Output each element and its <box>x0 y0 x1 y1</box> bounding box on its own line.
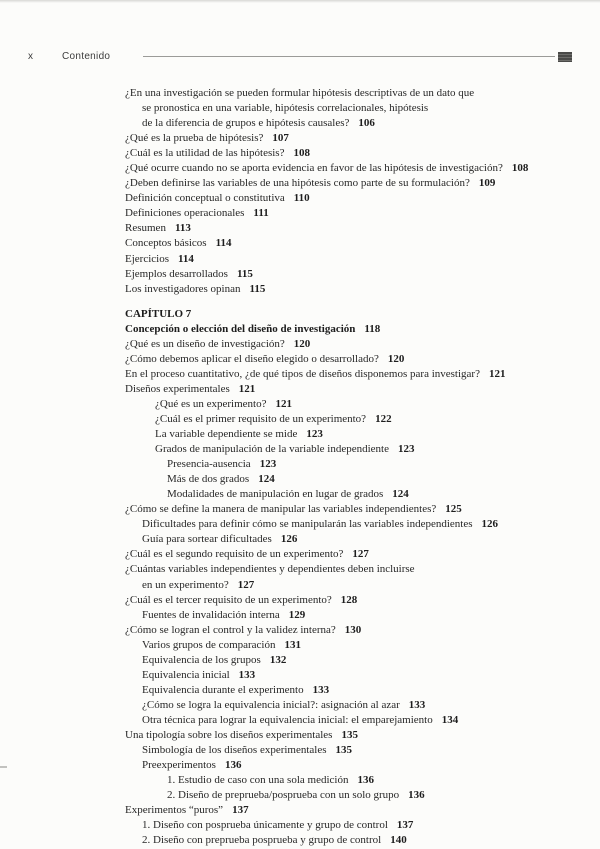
toc-entry <box>125 758 584 773</box>
toc-entry <box>125 788 584 803</box>
toc-entry-page: 114 <box>215 237 232 250</box>
toc-entry-page: 115 <box>236 267 253 280</box>
toc-entry-text: Presencia-ausencia <box>167 458 251 471</box>
toc-entry-text: CAPÍTULO 7 <box>125 307 192 320</box>
toc-entry-text: ¿Qué es un diseño de investigación? <box>125 337 285 350</box>
toc-entry-text: ¿Cómo se logra la equivalencia inicial?: asignación al azar <box>142 698 400 711</box>
toc-entry <box>125 191 584 206</box>
toc-entry-page: 113 <box>174 222 191 235</box>
toc-entry <box>125 307 584 322</box>
toc-entry-text: Guía para sortear dificultades <box>142 533 272 546</box>
toc-entry-page: 108 <box>511 162 529 175</box>
toc-entry-page: 122 <box>375 412 392 425</box>
toc-entry <box>125 442 584 457</box>
toc-entry-page: 120 <box>293 337 311 350</box>
toc-entry-text: Experimentos “puros” <box>125 804 224 817</box>
toc-entry <box>125 382 584 397</box>
toc-entry-page: 123 <box>259 458 277 471</box>
toc-entry-text: ¿Cómo debemos aplicar el diseño elegido o desarrollado? <box>125 352 379 365</box>
toc-entry-text: Diseños experimentales <box>125 382 230 395</box>
toc-entry-page: 115 <box>249 282 266 295</box>
toc-entry-page: 110 <box>293 192 310 205</box>
toc-entry-text: Fuentes de invalidación interna <box>142 608 280 621</box>
toc-entry-text: ¿Qué es la prueba de hipótesis? <box>125 132 264 145</box>
toc-entry <box>125 818 584 833</box>
toc-entry-page: 107 <box>272 132 289 145</box>
toc-entry <box>125 221 584 236</box>
toc-entry-page: 130 <box>344 623 362 636</box>
toc-entry-text: Equivalencia durante el experimento <box>142 683 304 696</box>
toc-entry-text: En el proceso cuantitativo, ¿de qué tipos de diseños disponemos para investigar? <box>125 367 480 380</box>
toc-entry-page: 109 <box>478 177 496 190</box>
toc-entry <box>125 713 584 728</box>
toc-entry <box>125 668 584 683</box>
toc-entry-page: 123 <box>306 428 323 441</box>
toc-entry-page: 125 <box>445 503 462 516</box>
toc-entry-page: 131 <box>284 638 301 651</box>
toc-entry <box>125 608 584 623</box>
toc-entry-page: 140 <box>390 834 407 847</box>
toc-entry <box>125 322 584 337</box>
toc-entry <box>125 638 584 653</box>
toc-entry <box>125 578 584 593</box>
toc-entry-page: 136 <box>408 789 425 802</box>
toc-entry <box>125 412 584 427</box>
toc-entry-text: de la diferencia de grupos e hipótesis causales? <box>142 117 350 130</box>
toc-entry-text: Preexperimentos <box>142 759 216 772</box>
toc-entry <box>125 487 584 502</box>
toc-entry-page: 120 <box>387 352 405 365</box>
toc-entry <box>125 593 584 608</box>
table-of-contents <box>125 86 584 848</box>
toc-entry-text: Ejercicios <box>125 252 169 265</box>
toc-entry-text: Concepción o elección del diseño de investigación <box>125 322 356 335</box>
toc-entry-page: 136 <box>357 774 374 787</box>
scan-artifact <box>0 766 7 768</box>
toc-entry-page: 133 <box>238 668 256 681</box>
toc-entry <box>125 337 584 352</box>
toc-entry-page: 135 <box>341 728 358 741</box>
toc-entry <box>125 352 584 367</box>
toc-entry <box>125 502 584 517</box>
toc-entry-page: 106 <box>358 117 375 130</box>
toc-entry <box>125 206 584 221</box>
toc-entry <box>125 803 584 818</box>
toc-entry <box>125 101 584 116</box>
toc-entry-text: 1. Estudio de caso con una sola medición <box>167 774 349 787</box>
toc-entry-page: 127 <box>237 578 255 591</box>
toc-entry-text: Grados de manipulación de la variable independiente <box>155 443 389 456</box>
toc-entry <box>125 683 584 698</box>
toc-entry-text: Simbología de los diseños experimentales <box>142 744 327 757</box>
toc-entry-page: 137 <box>232 804 249 817</box>
toc-entry-text: Una tipología sobre los diseños experimentales <box>125 728 333 741</box>
toc-entry-text: Ejemplos desarrollados <box>125 267 228 280</box>
toc-entry <box>125 698 584 713</box>
toc-entry <box>125 517 584 532</box>
page-header <box>28 51 572 62</box>
toc-entry-text: ¿Cuál es la utilidad de las hipótesis? <box>125 147 285 160</box>
toc-entry-page: 127 <box>352 548 369 561</box>
toc-entry <box>125 457 584 472</box>
toc-entry-page: 129 <box>288 608 306 621</box>
toc-entry <box>125 161 584 176</box>
toc-entry-text: 2. Diseño con preprueba posprueba y grupo de control <box>142 834 382 847</box>
toc-entry-page: 111 <box>253 207 269 220</box>
toc-entry-page: 126 <box>481 518 498 531</box>
toc-entry <box>125 773 584 788</box>
toc-entry-text: ¿Qué ocurre cuando no se aporta evidencia en favor de las hipótesis de investigación? <box>125 162 503 175</box>
toc-entry <box>125 252 584 267</box>
running-head: Contenido <box>62 51 111 62</box>
toc-entry <box>125 176 584 191</box>
toc-entry-page: 118 <box>364 322 381 335</box>
toc-entry-text: Equivalencia inicial <box>142 668 230 681</box>
toc-entry-text: Más de dos grados <box>167 473 250 486</box>
toc-entry-page: 136 <box>224 759 242 772</box>
toc-entry-text: ¿Cuál es el primer requisito de un experimento? <box>155 412 367 425</box>
toc-entry-text: Definiciones operacionales <box>125 207 245 220</box>
toc-entry <box>125 282 584 297</box>
toc-entry-text: Resumen <box>125 222 166 235</box>
toc-entry-page: 133 <box>408 698 426 711</box>
toc-entry <box>125 472 584 487</box>
toc-entry-text: Dificultades para definir cómo se manipularán las variables independientes <box>142 518 473 531</box>
toc-entry-text: Conceptos básicos <box>125 237 207 250</box>
toc-entry-text: ¿Qué es un experimento? <box>155 397 267 410</box>
toc-entry-page: 121 <box>488 367 506 380</box>
toc-entry-text: 2. Diseño de preprueba/posprueba con un solo grupo <box>167 789 400 802</box>
toc-entry-text: en un experimento? <box>142 578 229 591</box>
toc-entry-page: 121 <box>275 397 292 410</box>
toc-entry <box>125 427 584 442</box>
toc-entry-page: 108 <box>293 147 310 160</box>
toc-entry <box>125 397 584 412</box>
toc-entry-page: 128 <box>340 593 358 606</box>
toc-entry-page: 121 <box>238 382 256 395</box>
toc-entry-page: 123 <box>397 443 415 456</box>
toc-entry-text: Varios grupos de comparación <box>142 638 276 651</box>
toc-entry-page: 132 <box>269 653 287 666</box>
toc-entry-text: ¿Cómo se define la manera de manipular las variables independientes? <box>125 503 437 516</box>
toc-entry <box>125 653 584 668</box>
toc-entry <box>125 562 584 577</box>
toc-block <box>125 86 584 297</box>
toc-entry <box>125 146 584 161</box>
toc-entry <box>125 367 584 382</box>
toc-entry <box>125 532 584 547</box>
toc-entry <box>125 833 584 848</box>
toc-entry-text: ¿Deben definirse las variables de una hipótesis como parte de su formulación? <box>125 177 470 190</box>
toc-block <box>125 307 584 849</box>
striped-square-ornament-icon <box>558 52 572 62</box>
toc-entry <box>125 743 584 758</box>
toc-entry <box>125 728 584 743</box>
toc-entry-page: 137 <box>396 819 414 832</box>
toc-entry-text: ¿En una investigación se pueden formular hipótesis descriptivas de un dato que <box>125 87 475 99</box>
toc-entry <box>125 267 584 282</box>
toc-entry-text: ¿Cuál es el tercer requisito de un experimento? <box>125 593 332 606</box>
toc-entry-text: La variable dependiente se mide <box>155 428 298 441</box>
header-rule <box>143 56 555 57</box>
toc-entry <box>125 116 584 131</box>
toc-entry-page: 126 <box>280 533 298 546</box>
toc-entry-text: ¿Cuál es el segundo requisito de un experimento? <box>125 548 344 561</box>
page-folio: x <box>28 51 34 62</box>
toc-entry-text: Los investigadores opinan <box>125 282 241 295</box>
toc-entry <box>125 236 584 251</box>
toc-entry-text: Otra técnica para lograr la equivalencia inicial: el emparejamiento <box>142 713 433 726</box>
toc-entry <box>125 86 584 101</box>
toc-entry-text: Modalidades de manipulación en lugar de grados <box>167 488 384 501</box>
toc-entry-page: 124 <box>258 473 275 486</box>
toc-entry-text: se pronostica en una variable, hipótesis correlacionales, hipótesis <box>142 102 429 115</box>
toc-entry <box>125 547 584 562</box>
toc-entry-page: 124 <box>392 488 409 501</box>
toc-entry-page: 114 <box>177 252 194 265</box>
toc-entry-page: 133 <box>312 683 330 696</box>
toc-entry-text: Definición conceptual o constitutiva <box>125 192 285 205</box>
toc-entry-page: 134 <box>441 713 459 726</box>
toc-entry-page: 135 <box>335 744 353 757</box>
toc-entry-text: ¿Cómo se logran el control y la validez interna? <box>125 623 336 636</box>
toc-entry-text: Equivalencia de los grupos <box>142 653 261 666</box>
toc-entry <box>125 623 584 638</box>
toc-entry-text: 1. Diseño con posprueba únicamente y grupo de control <box>142 819 388 832</box>
toc-entry <box>125 131 584 146</box>
toc-entry-text: ¿Cuántas variables independientes y dependientes deben incluirse <box>125 563 415 576</box>
